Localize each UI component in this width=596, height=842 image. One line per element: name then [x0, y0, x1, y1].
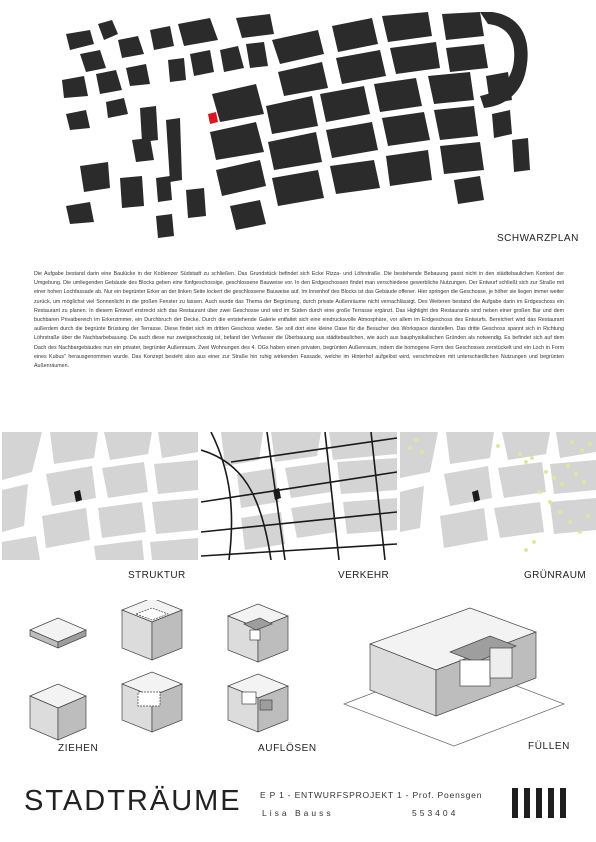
footer-bar	[524, 788, 530, 818]
map-label-verkehr: VERKEHR	[338, 570, 390, 581]
site-marker	[208, 112, 218, 124]
footer-bar	[548, 788, 554, 818]
isometric-diagrams	[20, 600, 580, 750]
project-description: Die Aufgabe bestand darin eine Baulücke in der Koblenzer Südstadt zu schließen. Das Grundstück befindet sich Ecke Rizza- und Löhrstraße. Die bestehende Bebauung passt nicht in den städtebaulichen Kontext der Umgebung. Die umliegenden Gebäude des Blocks geben eine fünfgeschossige, geschlossene Bauweise vor. In den Erdgeschossen findet man verschiedene gewerbliche Nutzungen. Der Entwurf schließt sich zur Straße mit einer hohen Lochfassade ab. Nur ein begrünter Erker an der linken Seite lockert die geschlossene Bauweise auf. Im Innenhof des Blocks ist das Gebäude offener. Hier springen die Geschosse, je höher sie liegen immer weiter zurück, um möglichst viel Sonnenlicht in die großen Fenster zu lassen. Auch wurde das Thema der Begrünung, durch private Außenräume nicht vernachlässigt. Des Weiteren bestand die Aufgabe darin im Erdgeschoss ein Restaurant zu planen. In diesem Entwurf erstreckt sich das Restaurant über zwei Geschosse und wird im Süden durch eine große Terrasse ergänzt. Das Highlight des Restaurants sind neben einer großen Bar und dem buchbaren Privatbereich im Erkerzimmer, ein Durchbruch der Decke. Durch die entstehende Galerie entfaltet sich eine eindrucksvolle Atmosphäre, vor allem im Erdgeschoss des Entwurfs. Bereichert wird das Restaurant außerdem durch die begrünte Brüstung der Terrasse. Diese findet sich im dritten Geschoss wieder. Sie soll dort eine kleine Oase für die Besucher des Workspace darstellen. Das dritte Geschoss spannt sich in Richtung Löhrstraße über die Nachbarbebauung. Da auch diese nur zweigeschossig ist, befand der Verfasser die Überbauung aus städtebaulichen, wie auch aus bauphysikalischen Gründen als notwendig. Es befindet sich auf dem Dach des Nachbargebäudes nun ein privater, begrünter Außenraum. Zwei Wohnungen des 4. OGs haben einen privaten, begrünten Außenraum, indem die homogene Form des Geschosses zerstückelt und ein Loch in Form eines Kubus" herausgenommen wurde. Das Konzept besteht also aus einer zur Straße hin ruhig wirkenden Fassade, welche im Hinterhof aufgelöst wird, verschmolzen mit unterschiedlichen Nutzungen und begrünten Außenräumen.	[34, 271, 564, 370]
label-fuellen: FÜLLEN	[528, 741, 570, 752]
course-info: E P 1 - ENTWURFSPROJEKT 1 - Prof. Poensgen	[260, 790, 483, 800]
map-struktur	[2, 432, 198, 560]
schwarzplan-map	[60, 10, 540, 240]
footer-bar	[512, 788, 518, 818]
label-ziehen: ZIEHEN	[58, 743, 99, 754]
map-verkehr	[201, 432, 397, 560]
schwarzplan-figure	[60, 10, 540, 240]
author-name: Lisa Bauss	[262, 808, 334, 818]
page-title: STADTRÄUME	[24, 785, 242, 817]
footer-bar	[536, 788, 542, 818]
map-gruenraum	[400, 432, 596, 560]
label-aufloesen: AUFLÖSEN	[258, 743, 317, 754]
concept-diagrams	[20, 600, 580, 750]
map-label-gruenraum: GRÜNRAUM	[524, 570, 587, 581]
footer-bar	[560, 788, 566, 818]
map-label-struktur: STRUKTUR	[128, 570, 186, 581]
footer-bars	[512, 788, 566, 818]
schwarzplan-title: SCHWARZPLAN	[497, 233, 579, 244]
student-number: 553404	[412, 808, 459, 818]
